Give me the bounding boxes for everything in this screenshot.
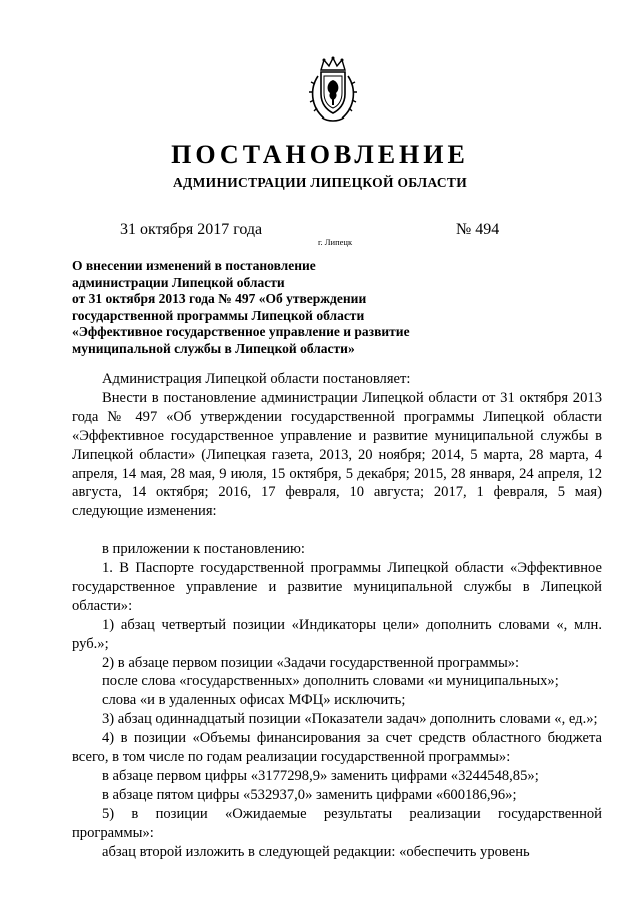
heading-line: «Эффективное государственное управление и развитие: [72, 324, 410, 340]
paragraph: в абзаце пятом цифры «532937,0» заменить цифрами «600186,96»;: [102, 786, 517, 803]
paragraph: 1. В Паспорте государственной программы Липецкой области «Эффективное государственное управление и развитие муниципальной службы в Липецкой области»:: [72, 560, 602, 614]
paragraph: абзац второй изложить в следующей редакции: «обеспечить уровень: [102, 843, 530, 860]
paragraph: слова «и в удаленных офисах МФЦ» исключить;: [102, 692, 406, 709]
heading-line: администрации Липецкой области: [72, 274, 285, 290]
document-date: 31 октября 2017 года: [120, 221, 263, 238]
paragraph: Администрация Липецкой области постановляет:: [102, 371, 411, 387]
heading-line: от 31 октября 2013 года № 497 «Об утверждении: [72, 291, 367, 307]
heading-line: муниципальной службы в Липецкой области»: [72, 340, 355, 356]
document-title: ПОСТАНОВЛЕНИЕ: [171, 140, 469, 169]
paragraph: 2) в абзаце первом позиции «Задачи государственной программы»:: [102, 654, 520, 671]
document-city: г. Липецк: [318, 237, 353, 247]
document-number: № 494: [456, 221, 500, 238]
heading-line: О внесении изменений в постановление: [72, 258, 316, 273]
document-body: [72, 370, 602, 862]
heading-line: государственной программы Липецкой области: [72, 307, 365, 323]
document-heading: [72, 258, 452, 358]
paragraph: 1) абзац четвертый позиции «Индикаторы цели» дополнить словами «, млн. руб.»;: [72, 616, 602, 652]
paragraph: в абзаце первом цифры «3177298,9» заменить цифрами «3244548,85»;: [102, 768, 539, 785]
paragraph: 5) в позиции «Ожидаемые результаты реализации государственной программы»:: [72, 805, 602, 841]
paragraph: 4) в позиции «Объемы финансирования за счет средств областного бюджета всего, в том числе по годам реализации государственной программы»:: [72, 730, 602, 766]
paragraph: 3) абзац одиннадцатый позиции «Показатели задач» дополнить словами «, ед.»;: [102, 711, 598, 728]
coat-of-arms-emblem: [308, 56, 358, 124]
paragraph: после слова «государственных» дополнить словами «и муниципальных»;: [102, 673, 559, 690]
issuer-subtitle: АДМИНИСТРАЦИИ ЛИПЕЦКОЙ ОБЛАСТИ: [172, 175, 468, 190]
paragraph: Внести в постановление администрации Липецкой области от 31 октября 2013 года № 497 «Об утверждении государственной программы Липецкой области «Эффективное государственное управление и развитие муниципальной службы в Липецкой области» (Липецкая газета, 2013, 20 ноября; 2014, 5 марта, 28 марта, 4 апреля, 14 мая, 28 мая, 9 июля, 15 октября, 5 декабря; 2015, 28 января, 24 апреля, 12 августа, 14 октября; 2016, 17 февраля, 10 августа; 2017, 1 февраля, 5 мая) следующие изменения:: [72, 389, 602, 520]
paragraph: в приложении к постановлению:: [102, 541, 305, 558]
